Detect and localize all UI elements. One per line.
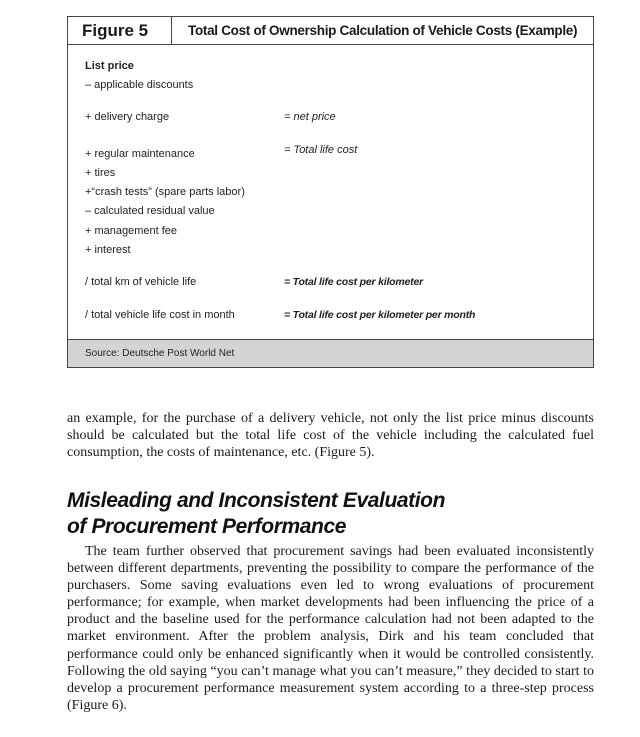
figure-label: Figure 5 [68,17,172,44]
calc-line-interest: + interest [85,244,131,256]
result-total-life-cost: = Total life cost [284,144,358,156]
calc-line-crash-tests: +“crash tests” (spare parts labor) [85,186,245,198]
calc-line-tires: + tires [85,167,116,179]
calc-line-residual: – calculated residual value [85,205,215,217]
calc-line-total-months: / total vehicle life cost in month [85,309,235,321]
calc-line-maintenance: + regular maintenance [85,148,195,160]
figure-header [68,17,593,45]
calc-line-list-price: List price [85,60,134,72]
section-heading-line-2: of Procurement Performance [67,515,347,538]
calc-line-discounts: – applicable discounts [85,79,194,91]
result-cost-per-km: = Total life cost per kilometer [284,276,423,288]
calc-line-delivery: + delivery charge [85,111,170,123]
result-cost-per-km-per-month: = Total life cost per kilometer per month [284,309,476,321]
section-heading-line-1: Misleading and Inconsistent Evaluation [67,489,446,512]
result-net-price: = net price [284,111,336,123]
calc-line-total-km: / total km of vehicle life [85,276,197,288]
figure-source: Source: Deutsche Post World Net [68,339,593,367]
body-paragraph-2: The team further observed that procurement savings had been evaluated inconsistently between different departments, preventing the possibility to compare the performance of the purchasers. Some saving evaluations even led to wrong evaluations of procurement performance; for example, when market developments had been influencing the price of a product and the baseline used for the performance calculation had not been adapted to the market environment. After the problem analysis, Dirk and his team concluded that performance could only be enhanced significantly when it would be controlled consistently. Following the old saying “you can’t manage what you can’t measure,” they decided to start to develop a procurement performance measurement system according to a three-step process (Figure 6). [67,544,594,713]
calc-line-management-fee: + management fee [85,225,178,237]
figure-5-box [67,16,594,368]
figure-title: Total Cost of Ownership Calculation of Vehicle Costs (Example) [188,23,578,38]
body-paragraph-1: an example, for the purchase of a delivery vehicle, not only the list price minus discounts should be calculated but the total life cost of the vehicle including the calculated fuel consumption, the costs of maintenance, etc. (Figure 5). [67,411,594,461]
